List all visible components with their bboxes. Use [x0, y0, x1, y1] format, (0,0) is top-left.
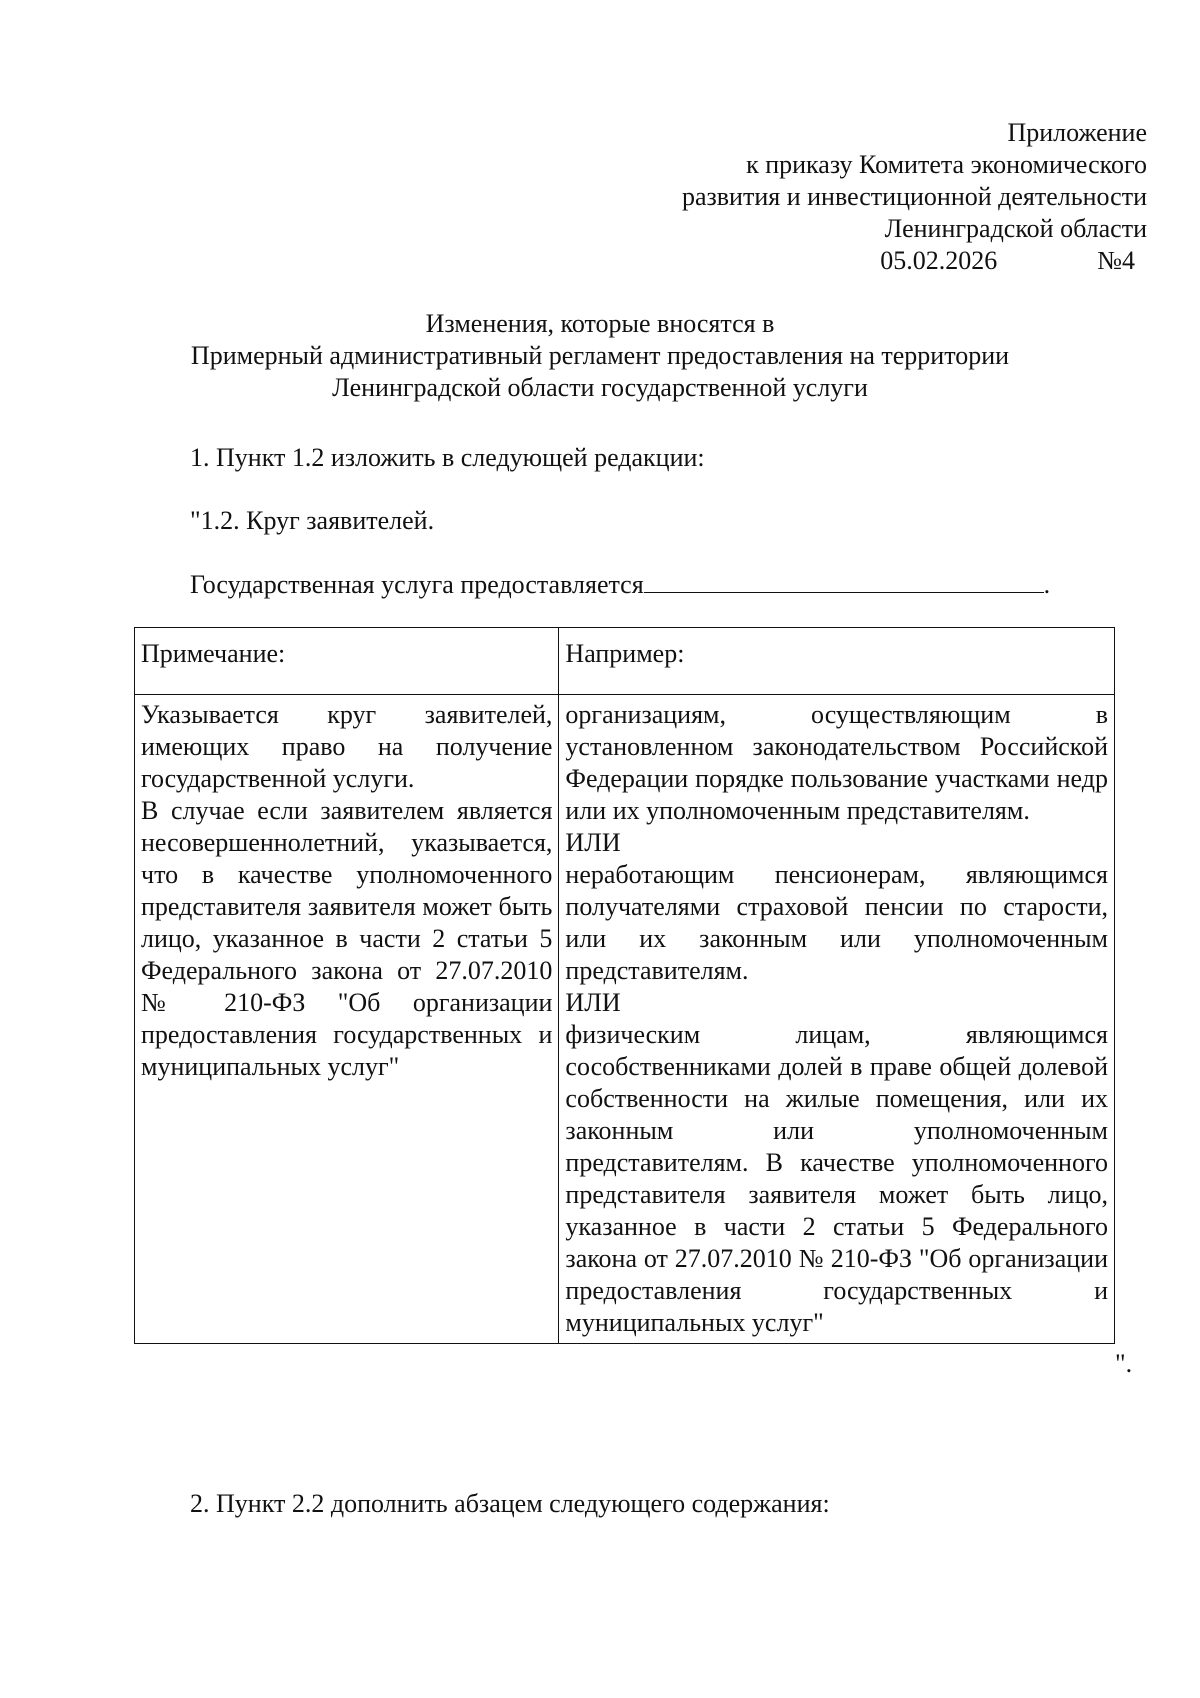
- annex-region-line: Ленинградской области: [884, 214, 1147, 243]
- paragraph-service-provided: [190, 566, 1050, 601]
- note-paragraph-1: Указывается круг заявителей, имеющих право на получение государственной услуги.: [141, 700, 553, 793]
- paragraph-item-2: 2. Пункт 2.2 дополнить абзацем следующего содержания:: [190, 1489, 830, 1518]
- title-line-3: Ленинградской области государственной услуги: [332, 373, 868, 402]
- document-title: [130, 308, 1070, 404]
- applicants-table: [134, 627, 1115, 1344]
- paragraph-item-1: 1. Пункт 1.2 изложить в следующей редакции:: [190, 443, 705, 472]
- annex-committee-line: развития и инвестиционной деятельности: [681, 182, 1147, 211]
- example-paragraph-1: организациям, осуществляющим в установленном законодательством Российской Федерации порядке пользование участками недр или их уполномоченным представителям.: [565, 700, 1108, 825]
- paragraph-applicants-heading: "1.2. Круг заявителей.: [190, 506, 435, 535]
- order-number: №4: [1097, 246, 1135, 275]
- service-provided-text: Государственная услуга предоставляется: [190, 570, 644, 599]
- title-line-1: Изменения, которые вносятся в: [425, 309, 775, 338]
- or-separator-1: ИЛИ: [565, 828, 621, 857]
- or-separator-2: ИЛИ: [565, 988, 621, 1017]
- example-paragraph-3: физическим лицам, являющимся сособственниками долей в праве общей долевой собственности на жилые помещения, или их законным или уполномоченным представителям. В качестве уполномоченного представителя заявителя может быть лицо, указанное в части 2 статьи 5 Федерального закона от 27.07.2010 № 210-ФЗ "Об организации предоставления государственных и муниципальных услуг": [565, 1020, 1108, 1337]
- annex-order-line: к приказу Комитета экономического: [746, 150, 1147, 179]
- note-cell: [135, 695, 559, 1344]
- annex-header: [547, 117, 1147, 277]
- annex-date-row: [547, 245, 1147, 277]
- fill-in-blank-line: [644, 566, 1044, 593]
- note-paragraph-2: В случае если заявителем является несовершеннолетний, указывается, что в качестве уполномоченного представителя заявителя может быть лицо, указанное в части 2 статьи 5 Федерального закона от 27.07.2010 № 210-ФЗ "Об организации предоставления государственных и муниципальных услуг": [141, 796, 553, 1081]
- example-cell: [559, 695, 1115, 1344]
- table-header-note: Примечание:: [135, 628, 559, 695]
- annex-title: Приложение: [1007, 118, 1147, 147]
- table-header-example: Например:: [559, 628, 1115, 695]
- table-header-row: [135, 628, 1115, 695]
- table-row: [135, 695, 1115, 1344]
- order-date: 05.02.2026: [880, 246, 998, 275]
- closing-quote: ".: [1115, 1349, 1133, 1378]
- title-line-2: Примерный административный регламент предоставления на территории: [190, 341, 1010, 370]
- example-paragraph-2: неработающим пенсионерам, являющимся получателями страховой пенсии по старости, или их законным или уполномоченным представителям.: [565, 860, 1108, 985]
- service-provided-period: .: [1043, 570, 1051, 599]
